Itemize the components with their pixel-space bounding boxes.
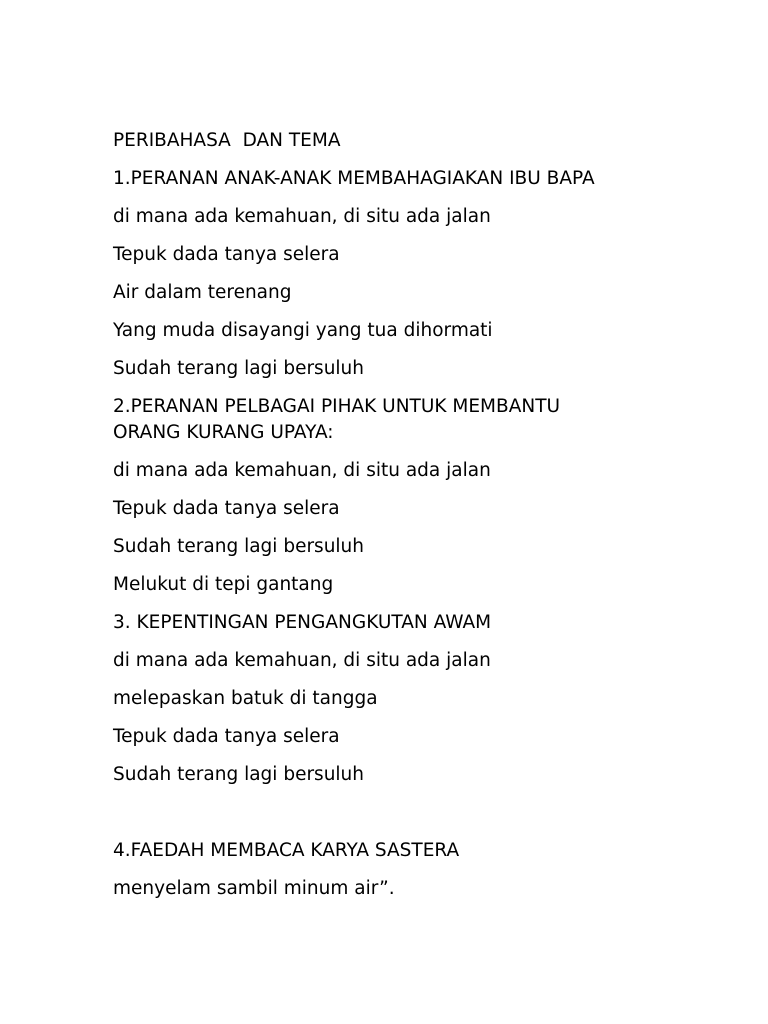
list-item: Tepuk dada tanya selera	[113, 726, 340, 747]
list-item: Yang muda disayangi yang tua dihormati	[113, 320, 493, 341]
document-title: PERIBAHASA DAN TEMA	[113, 130, 341, 151]
list-item: Sudah terang lagi bersuluh	[113, 764, 365, 785]
list-item: Tepuk dada tanya selera	[113, 244, 340, 265]
list-item: di mana ada kemahuan, di situ ada jalan	[113, 460, 491, 481]
section-3	[113, 610, 653, 788]
list-item: Air dalam terenang	[113, 282, 292, 303]
section-heading: 2.PERANAN PELBAGAI PIHAK UNTUK MEMBANTU ORANG KURANG UPAYA:	[113, 396, 561, 443]
list-item: Sudah terang lagi bersuluh	[113, 358, 365, 379]
section-1	[113, 166, 653, 382]
list-item: menyelam sambil minum air”.	[113, 878, 395, 899]
list-item: melepaskan batuk di tangga	[113, 688, 378, 709]
list-item: Melukut di tepi gantang	[113, 574, 334, 595]
section-heading: 1.PERANAN ANAK-ANAK MEMBAHAGIAKAN IBU BAPA	[113, 168, 595, 189]
section-4	[113, 838, 653, 902]
document-page	[113, 128, 653, 914]
section-heading: 4.FAEDAH MEMBACA KARYA SASTERA	[113, 840, 460, 861]
list-item: Sudah terang lagi bersuluh	[113, 536, 365, 557]
list-item: di mana ada kemahuan, di situ ada jalan	[113, 206, 491, 227]
list-item: Tepuk dada tanya selera	[113, 498, 340, 519]
section-2	[113, 394, 653, 598]
spacer	[113, 800, 653, 838]
section-heading: 3. KEPENTINGAN PENGANGKUTAN AWAM	[113, 612, 492, 633]
list-item: di mana ada kemahuan, di situ ada jalan	[113, 650, 491, 671]
